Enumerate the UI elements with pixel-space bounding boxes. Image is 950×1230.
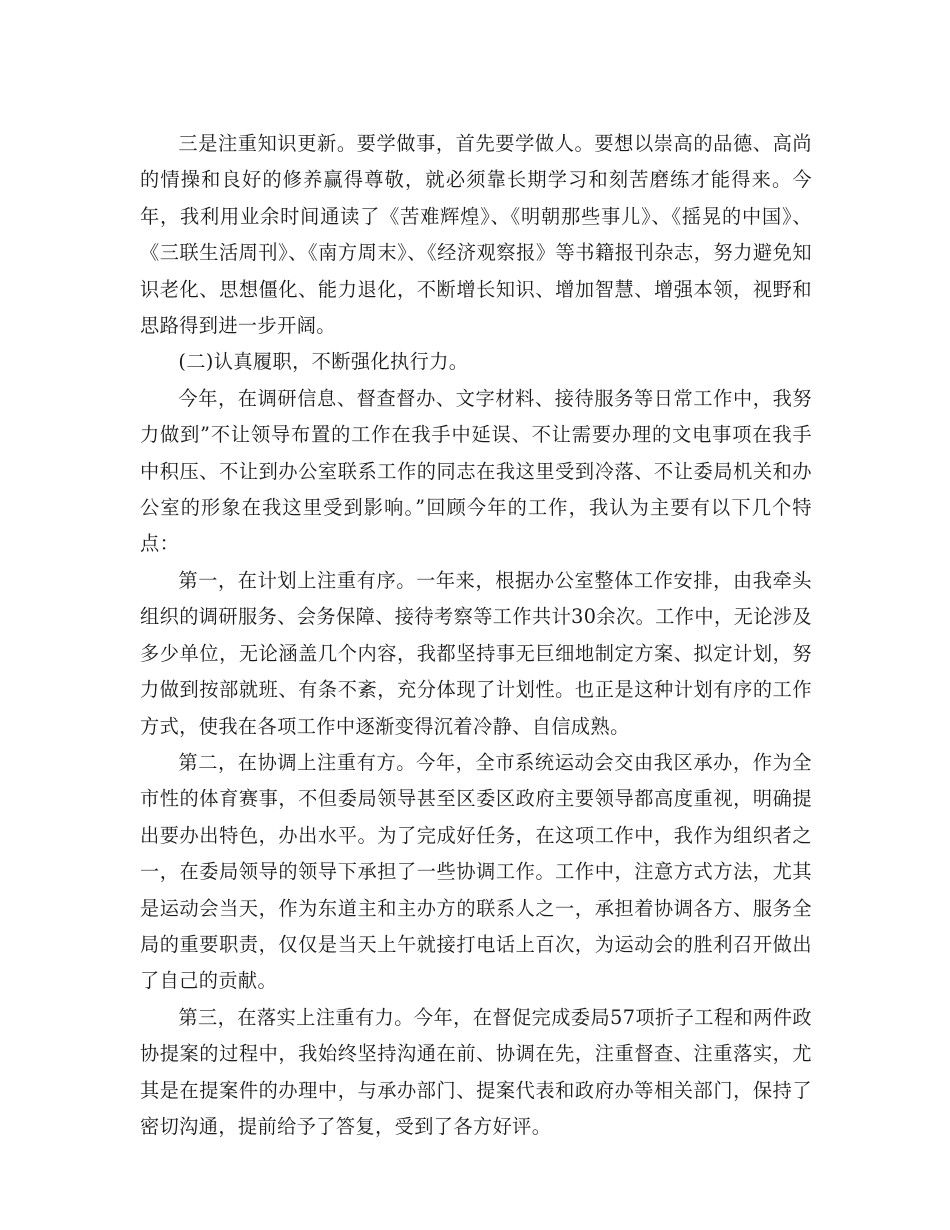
document-body (140, 126, 812, 1145)
paragraph-knowledge-update: 三是注重知识更新。要学做事，首先要学做人。要想以崇高的品德、高尚的情操和良好的修养赢得尊敬，就必须靠长期学习和刻苦磨练才能得来。今年，我利用业余时间通读了《苦难辉煌》、《明朝那些事儿》、《摇晃的中国》、《三联生活周刊》、《南方周末》、《经济观察报》等书籍报刊杂志，努力避免知识老化、思想僵化、能力退化，不断增长知识、增加智慧、增强本领，视野和思路得到进一步开阔。 (140, 132, 812, 338)
paragraph-planning: 第一，在计划上注重有序。一年来，根据办公室整体工作安排，由我牵头组织的调研服务、会务保障、接待考察等工作共计30余次。工作中，无论涉及多少单位，无论涵盖几个内容，我都坚持事无巨细地制定方案、拟定计划，努力做到按部就班、有条不紊，充分体现了计划性。也正是这种计划有序的工作方式，使我在各项工作中逐渐变得沉着冷静、自信成熟。 (140, 568, 812, 738)
paragraph-daily-work: 今年，在调研信息、督查督办、文字材料、接待服务等日常工作中，我努力做到”不让领导布置的工作在我手中延误、不让需要办理的文电事项在我手中积压、不让到办公室联系工作的同志在我这里受到冷落、不让委局机关和办公室的形象在我这里受到影响。”回顾今年的工作，我认为主要有以下几个特点： (140, 386, 812, 556)
paragraph-implementation: 第三，在落实上注重有力。今年，在督促完成委局57项折子工程和两件政协提案的过程中，我始终坚持沟通在前、协调在先，注重督查、注重落实，尤其是在提案件的办理中，与承办部门、提案代表和政府办等相关部门，保持了密切沟通，提前给予了答复，受到了各方好评。 (140, 1005, 812, 1138)
paragraph-coordination: 第二，在协调上注重有方。今年，全市系统运动会交由我区承办，作为全市性的体育赛事，不但委局领导甚至区委区政府主要领导都高度重视，明确提出要办出特色，办出水平。为了完成好任务，在这项工作中，我作为组织者之一，在委局领导的领导下承担了一些协调工作。工作中，注意方式方法，尤其是运动会当天，作为东道主和主办方的联系人之一，承担着协调各方、服务全局的重要职责，仅仅是当天上午就接打电话上百次，为运动会的胜利召开做出了自己的贡献。 (140, 750, 812, 993)
section-heading-execution: (二)认真履职，不断强化执行力。 (178, 350, 469, 374)
